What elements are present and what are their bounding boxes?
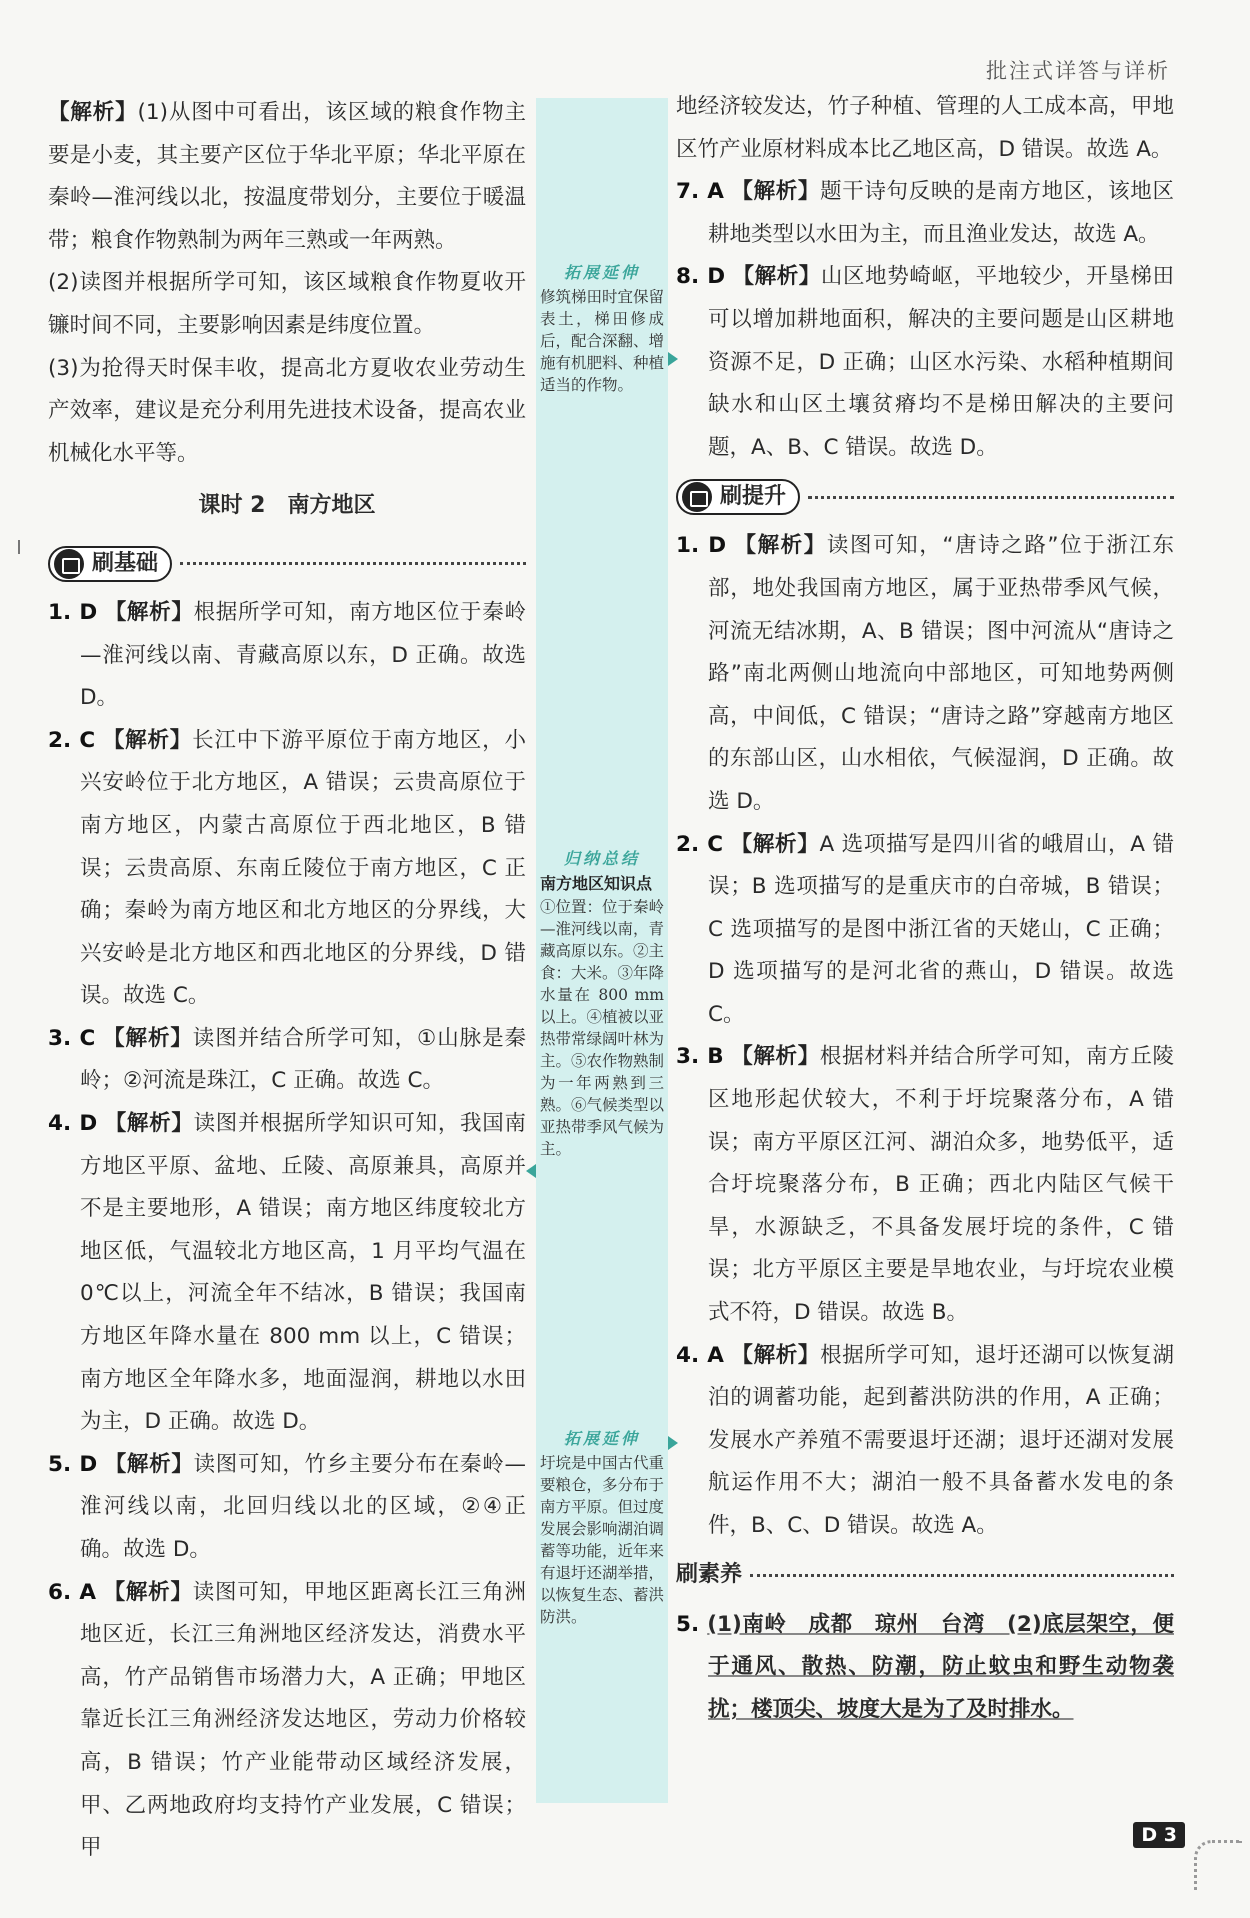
- brush-icon: [682, 482, 712, 512]
- page-header: 批注式详答与详析: [986, 59, 1170, 83]
- side-note-text: 修筑梯田时宜保留表土，梯田修成后，配合深翻、增施有机肥料、种植适当的作物。: [540, 288, 665, 394]
- analysis-tag: 【解析】: [103, 1579, 193, 1605]
- side-note-text: ①位置：位于秦岭—淮河线以南，青藏高原以东。②主食：大米。③年降水量在 800 mm 以上。④植被以亚热带常绿阔叶林为主。⑤农作物熟制为一年两熟到三熟。⑥气候类型以亚热带季风气候为主。: [540, 898, 665, 1158]
- page-number: D 3: [1133, 1822, 1185, 1848]
- answer-number: 6. A: [48, 1579, 97, 1605]
- analysis-tag: 【解析】: [730, 831, 820, 857]
- side-note-2: [540, 848, 664, 1160]
- answer-number: 2. C: [48, 727, 96, 753]
- section-label: 刷提升: [720, 484, 787, 510]
- dotted-divider: [750, 1574, 1174, 1577]
- answer-item: [676, 171, 1174, 256]
- answer-number: 5.: [676, 1611, 700, 1637]
- answer-item: [48, 1572, 526, 1870]
- analysis-tag: 【解析】: [104, 1111, 194, 1137]
- answer-number: 3. C: [48, 1025, 96, 1051]
- analysis-tag: 【解析】: [103, 1025, 193, 1051]
- answer-number: 4. D: [48, 1111, 98, 1137]
- dotted-divider: [808, 496, 1174, 499]
- answer-number: 1. D: [676, 533, 727, 559]
- analysis-tag: 【解析】: [731, 1044, 820, 1070]
- answer-text: (1)南岭 成都 琼州 台湾 (2)底层架空，便于通风、散热、防潮，防止蚊虫和野生动物袭扰；楼顶尖、坡度大是为了及时排水。: [707, 1611, 1174, 1722]
- analysis-tag: 【解析】: [731, 1342, 821, 1368]
- answer-number: 3. B: [676, 1044, 724, 1070]
- answer-text: 山区地势崎岖，平地较少，开垦梯田可以增加耕地面积，解决的主要问题是山区耕地资源不足，D 正确；山区水污染、水稻种植期间缺水和山区土壤贫瘠均不是梯田解决的主要问题，A、B、C 错误。故选 D。: [708, 264, 1174, 460]
- section-badge: [676, 479, 800, 515]
- answer-number: 1. D: [48, 599, 98, 625]
- side-note-text: 圩垸是中国古代重要粮仓，多分布于南方平原。但过度发展会影响湖泊调蓄等功能，近年来有退圩还湖举措，以恢复生态、蓄洪防洪。: [540, 1454, 665, 1626]
- answer-text: 根据材料并结合所学可知，南方丘陵区地形起伏较大，不利于圩垸聚落分布，A 错误；南方平原区江河、湖泊众多，地势低平，适合圩垸聚落分布，B 正确；西北内陆区气候干旱，水源缺乏，不具备发展圩垸的条件，C 错误；北方平原区主要是旱地农业，与圩垸农业模式不符，D 错误。故选 B。: [708, 1044, 1174, 1326]
- analysis-tag: 【解析】: [102, 727, 193, 753]
- answer-text: 读图可知，甲地区距离长江三角洲地区近，长江三角洲地区经济发达，消费水平高，竹产品销售市场潜力大，A 正确；甲地区靠近长江三角洲经济发达地区，劳动力价格较高，B 错误；竹产业能带动区域经济发展，甲、乙两地政府均支持竹产业发展，C 错误；甲: [80, 1579, 526, 1861]
- answer-number: 4. A: [676, 1342, 724, 1368]
- answer-text: 读图并根据所学知识可知，我国南方地区平原、盆地、丘陵、高原兼具，高原并不是主要地形，A 错误；南方地区纬度较北方地区低，气温较北方地区高，1 月平均气温在 0℃以上，河流全年不结冰，B 错误；我国南方地区年降水量在 800 mm 以上，C 错误；南方地区全年降水多，地面湿润，耕地以水田为主，D 正确。故选 D。: [80, 1111, 526, 1435]
- side-note-title: 归纳总结: [563, 849, 640, 868]
- answer-item: [676, 1335, 1174, 1548]
- answer-continuation: 地经济较发达，竹子种植、管理的人工成本高，甲地区竹产业原材料成本比乙地区高，D 错误。故选 A。: [676, 94, 1174, 162]
- dotted-divider: [180, 562, 526, 565]
- analysis-text: (1)从图中可看出，该区域的粮食作物主要是小麦，其主要产区位于华北平原；华北平原在秦岭—淮河线以北，按温度带划分，主要位于暖温带；粮食作物熟制为两年三熟或一年两熟。: [48, 100, 526, 253]
- answer-item: [676, 256, 1174, 469]
- analysis-para: (3)为抢得天时保丰收，提高北方夏收农业劳动生产效率，建议是充分利用先进技术设备，提高农业机械化水平等。: [48, 355, 526, 466]
- section-header: [676, 475, 1174, 519]
- answer-text: 根据所学可知，退圩还湖可以恢复湖泊的调蓄功能，起到蓄洪防洪的作用，A 正确；发展水产养殖不需要退圩还湖；退圩还湖对发展航运作用不大；湖泊一般不具备蓄水发电的条件，B、C、D 错误。故选 A。: [708, 1342, 1174, 1538]
- answer-item: [48, 1103, 526, 1444]
- analysis-tag: 【解析】: [104, 599, 194, 625]
- side-note-1: [540, 262, 664, 396]
- answer-number: 8. D: [676, 264, 726, 290]
- pointer-arrow-icon: [526, 1164, 536, 1178]
- answer-number: 2. C: [676, 831, 724, 857]
- answer-item: [676, 525, 1174, 823]
- left-column: [48, 92, 526, 1870]
- margin-mark: [18, 540, 20, 554]
- analysis-para: (2)读图并根据所学可知，该区域粮食作物夏收开镰时间不同，主要影响因素是纬度位置。: [48, 270, 526, 338]
- analysis-tag: 【解析】: [48, 100, 138, 125]
- answer-number: 5. D: [48, 1451, 98, 1477]
- answer-item: [676, 1036, 1174, 1334]
- analysis-tag: 【解析】: [732, 264, 821, 290]
- section-label: 刷素养: [676, 1562, 743, 1588]
- answer-item: [48, 720, 526, 1018]
- section-badge: [48, 546, 172, 582]
- side-note-title: 拓展延伸: [563, 1429, 640, 1448]
- answer-item: [676, 824, 1174, 1037]
- right-column: [676, 86, 1174, 1731]
- section-label: 刷基础: [92, 550, 159, 576]
- answer-item: [48, 1018, 526, 1103]
- brush-icon: [54, 549, 84, 579]
- analysis-tag: 【解析】: [104, 1451, 194, 1477]
- lesson-title: 课时 2 南方地区: [198, 493, 376, 519]
- answer-text: 读图可知，“唐诗之路”位于浙江东部，地处我国南方地区，属于亚热带季风气候，河流无结冰期，A、B 错误；图中河流从“唐诗之路”南北两侧山地流向中部地区，可知地势两侧高，中间低，C 错误；“唐诗之路”穿越南方地区的东部山区，山水相依，气候湿润，D 正确。故选 D。: [708, 533, 1175, 814]
- answer-text: 长江中下游平原位于南方地区，小兴安岭位于北方地区，A 错误；云贵高原位于南方地区，内蒙古高原位于西北地区，B 错误；云贵高原、东南丘陵位于南方地区，C 正确；秦岭为南方地区和北方地区的分界线，大兴安岭是北方地区和西北地区的分界线，D 错误。故选 C。: [80, 727, 526, 1009]
- answer-text: 根据所学可知，南方地区位于秦岭—淮河线以南、青藏高原以东，D 正确。故选 D。: [80, 599, 526, 711]
- answer-item: [676, 1604, 1174, 1732]
- side-note-title: 拓展延伸: [563, 263, 640, 282]
- side-note-3: [540, 1428, 664, 1628]
- answer-text: A 选项描写是四川省的峨眉山，A 错误；B 选项描写的是重庆市的白帝城，B 错误；C 选项描写的是图中浙江省的天姥山，C 正确；D 选项描写的是河北省的燕山，D 错误。故选 C。: [708, 831, 1174, 1027]
- side-note-subtitle: 南方地区知识点: [540, 874, 653, 893]
- section-header: [48, 542, 526, 586]
- analysis-tag: 【解析】: [731, 179, 821, 205]
- answer-item: [48, 1444, 526, 1572]
- corner-decoration: [1194, 1840, 1242, 1890]
- answer-text: 读图并结合所学可知，①山脉是秦岭；②河流是珠江，C 正确。故选 C。: [80, 1025, 526, 1094]
- answer-item: [48, 592, 526, 720]
- analysis-tag: 【解析】: [734, 533, 827, 559]
- section-header: [676, 1554, 1174, 1598]
- analysis-para: [48, 92, 526, 262]
- answer-text: 题干诗句反映的是南方地区，该地区耕地类型以水田为主，而且渔业发达，故选 A。: [708, 179, 1174, 247]
- answer-text: 读图可知，竹乡主要分布在秦岭—淮河线以南，北回归线以北的区域，②④正确。故选 D。: [80, 1451, 526, 1562]
- answer-number: 7. A: [676, 179, 724, 205]
